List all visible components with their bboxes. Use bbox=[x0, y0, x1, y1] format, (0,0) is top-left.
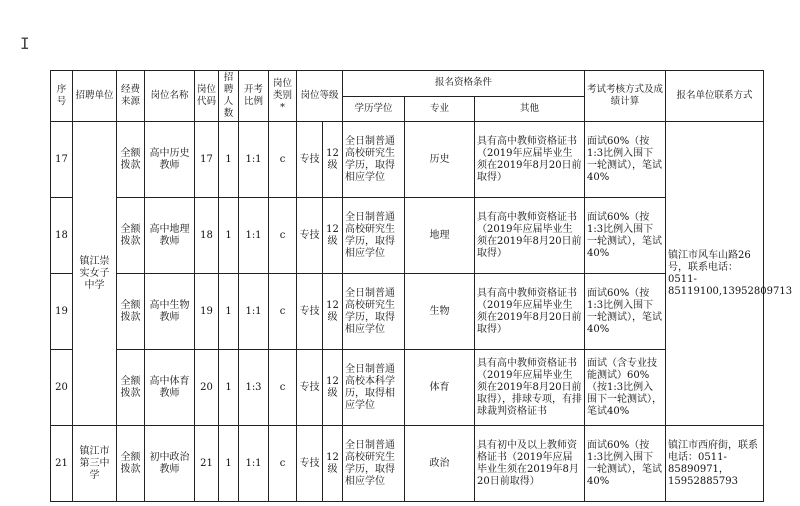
cell-post-code: 17 bbox=[195, 122, 219, 198]
header-qualifications: 报名资格条件 bbox=[343, 71, 585, 97]
cell-major: 生物 bbox=[405, 274, 475, 350]
cell-other: 具有高中教师资格证书（2019年应届毕业生须在2019年8月20日前取得） bbox=[475, 274, 585, 350]
header-row-top bbox=[51, 71, 764, 97]
cell-post-code: 21 bbox=[195, 426, 219, 502]
cell-ratio: 1:3 bbox=[239, 350, 269, 426]
header-post-level: 岗位等级 bbox=[297, 71, 343, 122]
cell-funding: 全额拨款 bbox=[117, 198, 145, 274]
cell-other: 具有高中教师资格证书（2019年应届毕业生须在2019年8月20日前取得） bbox=[475, 122, 585, 198]
cell-unit-group: 镇江崇实女子中学 bbox=[73, 122, 117, 426]
cell-count: 1 bbox=[219, 274, 239, 350]
cell-level-a: 专技 bbox=[297, 350, 323, 426]
cell-funding: 全额拨款 bbox=[117, 274, 145, 350]
cell-count: 1 bbox=[219, 350, 239, 426]
cell-funding: 全额拨款 bbox=[117, 350, 145, 426]
cell-seq: 20 bbox=[51, 350, 73, 426]
cell-post-code: 18 bbox=[195, 198, 219, 274]
cell-exam: 面试60%（按1:3比例入围下一轮测试），笔试40% bbox=[585, 426, 666, 502]
cell-seq: 21 bbox=[51, 426, 73, 502]
cell-exam: 面试60%（按1:3比例入围下一轮测试），笔试40% bbox=[585, 122, 666, 198]
cell-ratio: 1:1 bbox=[239, 122, 269, 198]
cell-level-a: 专技 bbox=[297, 122, 323, 198]
cell-level-b: 12级 bbox=[323, 426, 343, 502]
cell-education: 全日制普通高校研究生学历，取得相应学位 bbox=[343, 274, 405, 350]
cell-type: c bbox=[269, 350, 297, 426]
header-other: 其他 bbox=[475, 96, 585, 122]
cell-level-a: 专技 bbox=[297, 274, 323, 350]
header-major: 专业 bbox=[405, 96, 475, 122]
cell-major: 体育 bbox=[405, 350, 475, 426]
cell-level-a: 专技 bbox=[297, 198, 323, 274]
cell-exam: 面试60%（按1:3比例入围下一轮测试），笔试40% bbox=[585, 198, 666, 274]
cell-funding: 全额拨款 bbox=[117, 426, 145, 502]
cell-type: c bbox=[269, 198, 297, 274]
header-education: 学历学位 bbox=[343, 96, 405, 122]
cell-education: 全日制普通高校本科学历，取得相应学位 bbox=[343, 350, 405, 426]
table-row bbox=[51, 122, 764, 198]
cell-count: 1 bbox=[219, 198, 239, 274]
cell-funding: 全额拨款 bbox=[117, 122, 145, 198]
cell-post-code: 20 bbox=[195, 350, 219, 426]
recruitment-table bbox=[50, 70, 793, 502]
cell-major: 政治 bbox=[405, 426, 475, 502]
cell-level-b: 12级 bbox=[323, 350, 343, 426]
table-row bbox=[51, 198, 764, 274]
text-cursor-icon: I bbox=[20, 34, 30, 53]
header-contact: 报名单位联系方式 bbox=[666, 71, 764, 122]
cell-post-name: 高中体育教师 bbox=[145, 350, 195, 426]
cell-other: 具有高中教师资格证书（2019年应届毕业生须在2019年8月20日前取得） bbox=[475, 198, 585, 274]
cell-ratio: 1:1 bbox=[239, 426, 269, 502]
cell-unit: 镇江市第三中学 bbox=[73, 426, 117, 502]
cell-level-b: 12级 bbox=[323, 122, 343, 198]
cell-count: 1 bbox=[219, 122, 239, 198]
cell-other: 具有初中及以上教师资格证书（2019年应届毕业生须在2019年8月20日前取得） bbox=[475, 426, 585, 502]
cell-ratio: 1:1 bbox=[239, 274, 269, 350]
cell-count: 1 bbox=[219, 426, 239, 502]
table-row bbox=[51, 426, 764, 502]
cell-level-b: 12级 bbox=[323, 198, 343, 274]
cell-type: c bbox=[269, 274, 297, 350]
cell-seq: 19 bbox=[51, 274, 73, 350]
cell-post-name: 高中地理教师 bbox=[145, 198, 195, 274]
cell-other: 具有高中教师资格证书（2019年应届毕业生须在2019年8月20日前取得），排球专项，有排球裁判资格证书 bbox=[475, 350, 585, 426]
header-seq: 序号 bbox=[51, 71, 73, 122]
table-row bbox=[51, 350, 764, 426]
header-ratio: 开考比例 bbox=[239, 71, 269, 122]
cell-type: c bbox=[269, 122, 297, 198]
cell-post-name: 高中生物教师 bbox=[145, 274, 195, 350]
header-funding: 经费来源 bbox=[117, 71, 145, 122]
header-exam-method: 考试考核方式及成绩计算 bbox=[585, 71, 666, 122]
cell-exam: 面试60%（按1:3比例入围下一轮测试），笔试40% bbox=[585, 274, 666, 350]
header-post-type: 岗位类别* bbox=[269, 71, 297, 122]
cell-education: 全日制普通高校研究生学历，取得相应学位 bbox=[343, 198, 405, 274]
cell-post-name: 初中政治教师 bbox=[145, 426, 195, 502]
cell-seq: 18 bbox=[51, 198, 73, 274]
cell-exam: 面试（含专业技能测试）60%（按1:3比例入围下一轮测试），笔试40% bbox=[585, 350, 666, 426]
cell-ratio: 1:1 bbox=[239, 198, 269, 274]
cell-major: 历史 bbox=[405, 122, 475, 198]
header-unit: 招聘单位 bbox=[73, 71, 117, 122]
cell-major: 地理 bbox=[405, 198, 475, 274]
header-post-code: 岗位代码 bbox=[195, 71, 219, 122]
table-row bbox=[51, 274, 764, 350]
cell-level-a: 专技 bbox=[297, 426, 323, 502]
cell-seq: 17 bbox=[51, 122, 73, 198]
cell-level-b: 12级 bbox=[323, 274, 343, 350]
header-count: 招聘人数 bbox=[219, 71, 239, 122]
cell-education: 全日制普通高校研究生学历，取得相应学位 bbox=[343, 426, 405, 502]
cell-education: 全日制普通高校研究生学历，取得相应学位 bbox=[343, 122, 405, 198]
cell-contact-group: 镇江市风车山路26号，联系电话：0511-85119100,13952809713 bbox=[666, 122, 764, 426]
header-post-name: 岗位名称 bbox=[145, 71, 195, 122]
cell-contact: 镇江市西府街，联系电话：0511-85890971，15952885793 bbox=[666, 426, 764, 502]
cell-post-name: 高中历史教师 bbox=[145, 122, 195, 198]
cell-post-code: 19 bbox=[195, 274, 219, 350]
cell-type: c bbox=[269, 426, 297, 502]
